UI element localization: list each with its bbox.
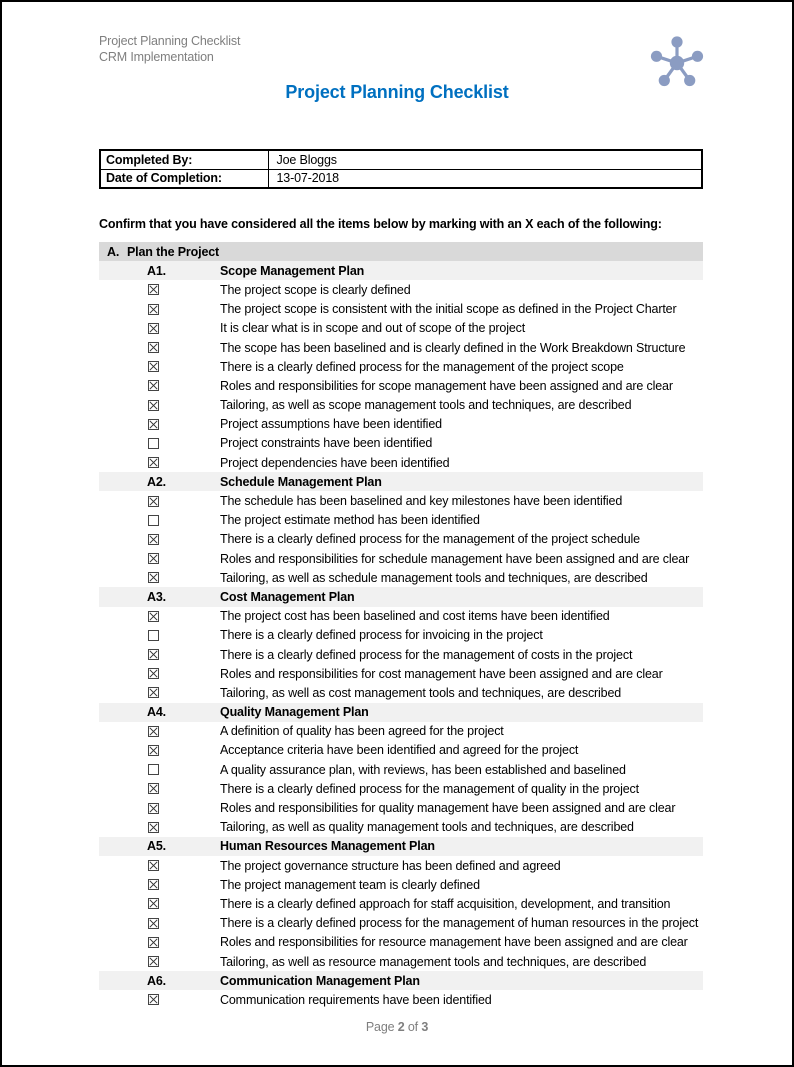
footer-prefix: Page [365, 1020, 398, 1034]
checklist-item-row [99, 760, 703, 779]
checklist-item-row [99, 530, 703, 549]
subsection-code: A2. [147, 474, 167, 489]
checkbox-unchecked-icon[interactable] [148, 515, 159, 526]
checkbox-unchecked-icon[interactable] [148, 630, 159, 641]
checklist-item-text: The scope has been baselined and is clearly defined in the Work Breakdown Structure [220, 340, 686, 355]
checklist-item-row [99, 396, 703, 415]
subsection-header-row [99, 837, 703, 856]
checkbox-checked-icon[interactable] [148, 745, 159, 756]
checklist-table [99, 242, 703, 1010]
completed-by-value[interactable]: Joe Bloggs [268, 150, 702, 169]
checklist-item-row [99, 280, 703, 299]
checklist-item-row [99, 875, 703, 894]
checklist-item-text: Tailoring, as well as resource management tools and techniques, are described [220, 954, 647, 969]
subsection-header-row [99, 587, 703, 606]
subsection-header-row [99, 971, 703, 990]
checkbox-checked-icon[interactable] [148, 323, 159, 334]
checkbox-checked-icon[interactable] [148, 361, 159, 372]
checklist-item-row [99, 453, 703, 472]
instruction-text: Confirm that you have considered all the items below by marking with an X each of the following: [99, 217, 662, 231]
checklist-item-text: There is a clearly defined process for the management of the project schedule [220, 532, 640, 547]
subsection-code: A5. [147, 839, 167, 854]
subsection-header-row [99, 261, 703, 280]
checklist-item-text: The project governance structure has been defined and agreed [220, 858, 561, 873]
checklist-item-text: A definition of quality has been agreed for the project [220, 724, 504, 739]
checklist-item-text: Roles and responsibilities for schedule management have been assigned and are clear [220, 551, 690, 566]
section-header-row [99, 242, 703, 261]
checklist-item-text: A quality assurance plan, with reviews, has been established and baselined [220, 762, 626, 777]
subsection-code: A4. [147, 705, 167, 720]
checklist-item-text: Roles and responsibilities for resource management have been assigned and are clear [220, 935, 688, 950]
completion-info-table [99, 149, 703, 189]
checklist-item-text: There is a clearly defined process for the management of quality in the project [220, 781, 639, 796]
checklist-item-row [99, 856, 703, 875]
checklist-item-row [99, 779, 703, 798]
completion-date-value[interactable]: 13-07-2018 [268, 169, 702, 188]
checkbox-checked-icon[interactable] [148, 879, 159, 890]
checklist-item-text: Project dependencies have been identified [220, 455, 450, 470]
checklist-item-text: Communication requirements have been identified [220, 992, 492, 1007]
checklist-item-text: It is clear what is in scope and out of scope of the project [220, 321, 526, 336]
checklist-item-text: The schedule has been baselined and key milestones have been identified [220, 494, 623, 509]
checkbox-checked-icon[interactable] [148, 937, 159, 948]
checklist-item-text: Tailoring, as well as schedule management tools and techniques, are described [220, 570, 648, 585]
checkbox-checked-icon[interactable] [148, 342, 159, 353]
page-title: Project Planning Checklist [285, 82, 509, 102]
checklist-item-text: There is a clearly defined process for the management of human resources in the project [220, 916, 699, 931]
checkbox-checked-icon[interactable] [148, 822, 159, 833]
subsection-title: Human Resources Management Plan [220, 839, 435, 854]
subsection-title: Schedule Management Plan [220, 474, 382, 489]
checklist-item-row [99, 914, 703, 933]
checklist-item-row [99, 990, 703, 1009]
subsection-code: A6. [147, 973, 167, 988]
checkbox-checked-icon[interactable] [148, 994, 159, 1005]
checkbox-checked-icon[interactable] [148, 687, 159, 698]
checklist-item-row [99, 319, 703, 338]
checklist-item-row [99, 645, 703, 664]
checklist-item-text: Project assumptions have been identified [220, 417, 442, 432]
section-title: Plan the Project [127, 244, 220, 259]
checkbox-checked-icon[interactable] [148, 496, 159, 507]
checklist-item-row [99, 300, 703, 319]
checklist-item-row [99, 568, 703, 587]
checklist-body [99, 261, 703, 1009]
checklist-item-text: The project management team is clearly defined [220, 877, 480, 892]
completion-date-label: Date of Completion: [100, 169, 268, 188]
checkbox-checked-icon[interactable] [148, 380, 159, 391]
checklist-item-row [99, 434, 703, 453]
footer-of: of [404, 1020, 422, 1034]
checklist-item-row [99, 376, 703, 395]
subsection-title: Communication Management Plan [220, 973, 420, 988]
table-row [100, 169, 702, 188]
checklist-item-row [99, 664, 703, 683]
checklist-item-text: The project estimate method has been identified [220, 513, 480, 528]
checkbox-checked-icon[interactable] [148, 956, 159, 967]
checkbox-checked-icon[interactable] [148, 553, 159, 564]
checklist-item-text: There is a clearly defined approach for staff acquisition, development, and transition [220, 896, 671, 911]
checkbox-checked-icon[interactable] [148, 304, 159, 315]
checkbox-checked-icon[interactable] [148, 783, 159, 794]
subsection-header-row [99, 472, 703, 491]
checkbox-unchecked-icon[interactable] [148, 438, 159, 449]
checklist-item-row [99, 722, 703, 741]
checkbox-unchecked-icon[interactable] [148, 764, 159, 775]
checklist-item-text: Tailoring, as well as cost management tools and techniques, are described [220, 685, 622, 700]
checkbox-checked-icon[interactable] [148, 457, 159, 468]
checklist-item-row [99, 415, 703, 434]
checkbox-checked-icon[interactable] [148, 400, 159, 411]
checklist-item-text: The project scope is clearly defined [220, 282, 411, 297]
subsection-header-row [99, 703, 703, 722]
checklist-item-row [99, 818, 703, 837]
subsection-title: Scope Management Plan [220, 263, 365, 278]
footer-current-page: 2 [397, 1020, 405, 1034]
checkbox-checked-icon[interactable] [148, 918, 159, 929]
subsection-code: A1. [147, 263, 167, 278]
running-header [99, 33, 240, 65]
checklist-item-text: The project cost has been baselined and cost items have been identified [220, 609, 610, 624]
checkbox-checked-icon[interactable] [148, 898, 159, 909]
table-row [100, 150, 702, 169]
checklist-item-row [99, 491, 703, 510]
checklist-item-row [99, 894, 703, 913]
checklist-item-row [99, 357, 703, 376]
checklist-item-row [99, 338, 703, 357]
running-header-line1: Project Planning Checklist [99, 34, 241, 48]
checkbox-checked-icon[interactable] [148, 860, 159, 871]
checklist-item-text: There is a clearly defined process for invoicing in the project [220, 628, 543, 643]
footer-total-pages: 3 [421, 1020, 429, 1034]
checkbox-checked-icon[interactable] [148, 668, 159, 679]
checkbox-checked-icon[interactable] [148, 284, 159, 295]
checklist-item-text: Tailoring, as well as quality management tools and techniques, are described [220, 820, 634, 835]
checklist-item-row [99, 683, 703, 702]
checklist-item-text: Tailoring, as well as scope management tools and techniques, are described [220, 398, 632, 413]
checklist-item-row [99, 952, 703, 971]
subsection-title: Quality Management Plan [220, 705, 369, 720]
checklist-item-text: There is a clearly defined process for the management of the project scope [220, 359, 624, 374]
page-number [2, 1020, 792, 1034]
checklist-item-text: Project constraints have been identified [220, 436, 433, 451]
checkbox-checked-icon[interactable] [148, 649, 159, 660]
checklist-item-text: Roles and responsibilities for quality management have been assigned and are clear [220, 801, 676, 816]
checkbox-checked-icon[interactable] [148, 534, 159, 545]
checklist-item-row [99, 626, 703, 645]
checklist-item-row [99, 511, 703, 530]
checklist-item-text: There is a clearly defined process for the management of costs in the project [220, 647, 633, 662]
checklist-item-text: Roles and responsibilities for cost management have been assigned and are clear [220, 666, 663, 681]
checklist-item-row [99, 933, 703, 952]
checkbox-checked-icon[interactable] [148, 803, 159, 814]
checkbox-checked-icon[interactable] [148, 611, 159, 622]
checklist-item-row [99, 549, 703, 568]
checkbox-checked-icon[interactable] [148, 572, 159, 583]
checklist-item-row [99, 798, 703, 817]
checklist-item-text: The project scope is consistent with the initial scope as defined in the Project Charter [220, 302, 677, 317]
checklist-item-text: Acceptance criteria have been identified and agreed for the project [220, 743, 579, 758]
checkbox-checked-icon[interactable] [148, 726, 159, 737]
completed-by-label: Completed By: [100, 150, 268, 169]
checklist-item-text: Roles and responsibilities for scope management have been assigned and are clear [220, 378, 673, 393]
checklist-item-row [99, 607, 703, 626]
subsection-code: A3. [147, 589, 167, 604]
checklist-item-row [99, 741, 703, 760]
subsection-title: Cost Management Plan [220, 589, 355, 604]
running-header-line2: CRM Implementation [99, 50, 214, 64]
section-letter: A. [107, 244, 120, 259]
checkbox-checked-icon[interactable] [148, 419, 159, 430]
